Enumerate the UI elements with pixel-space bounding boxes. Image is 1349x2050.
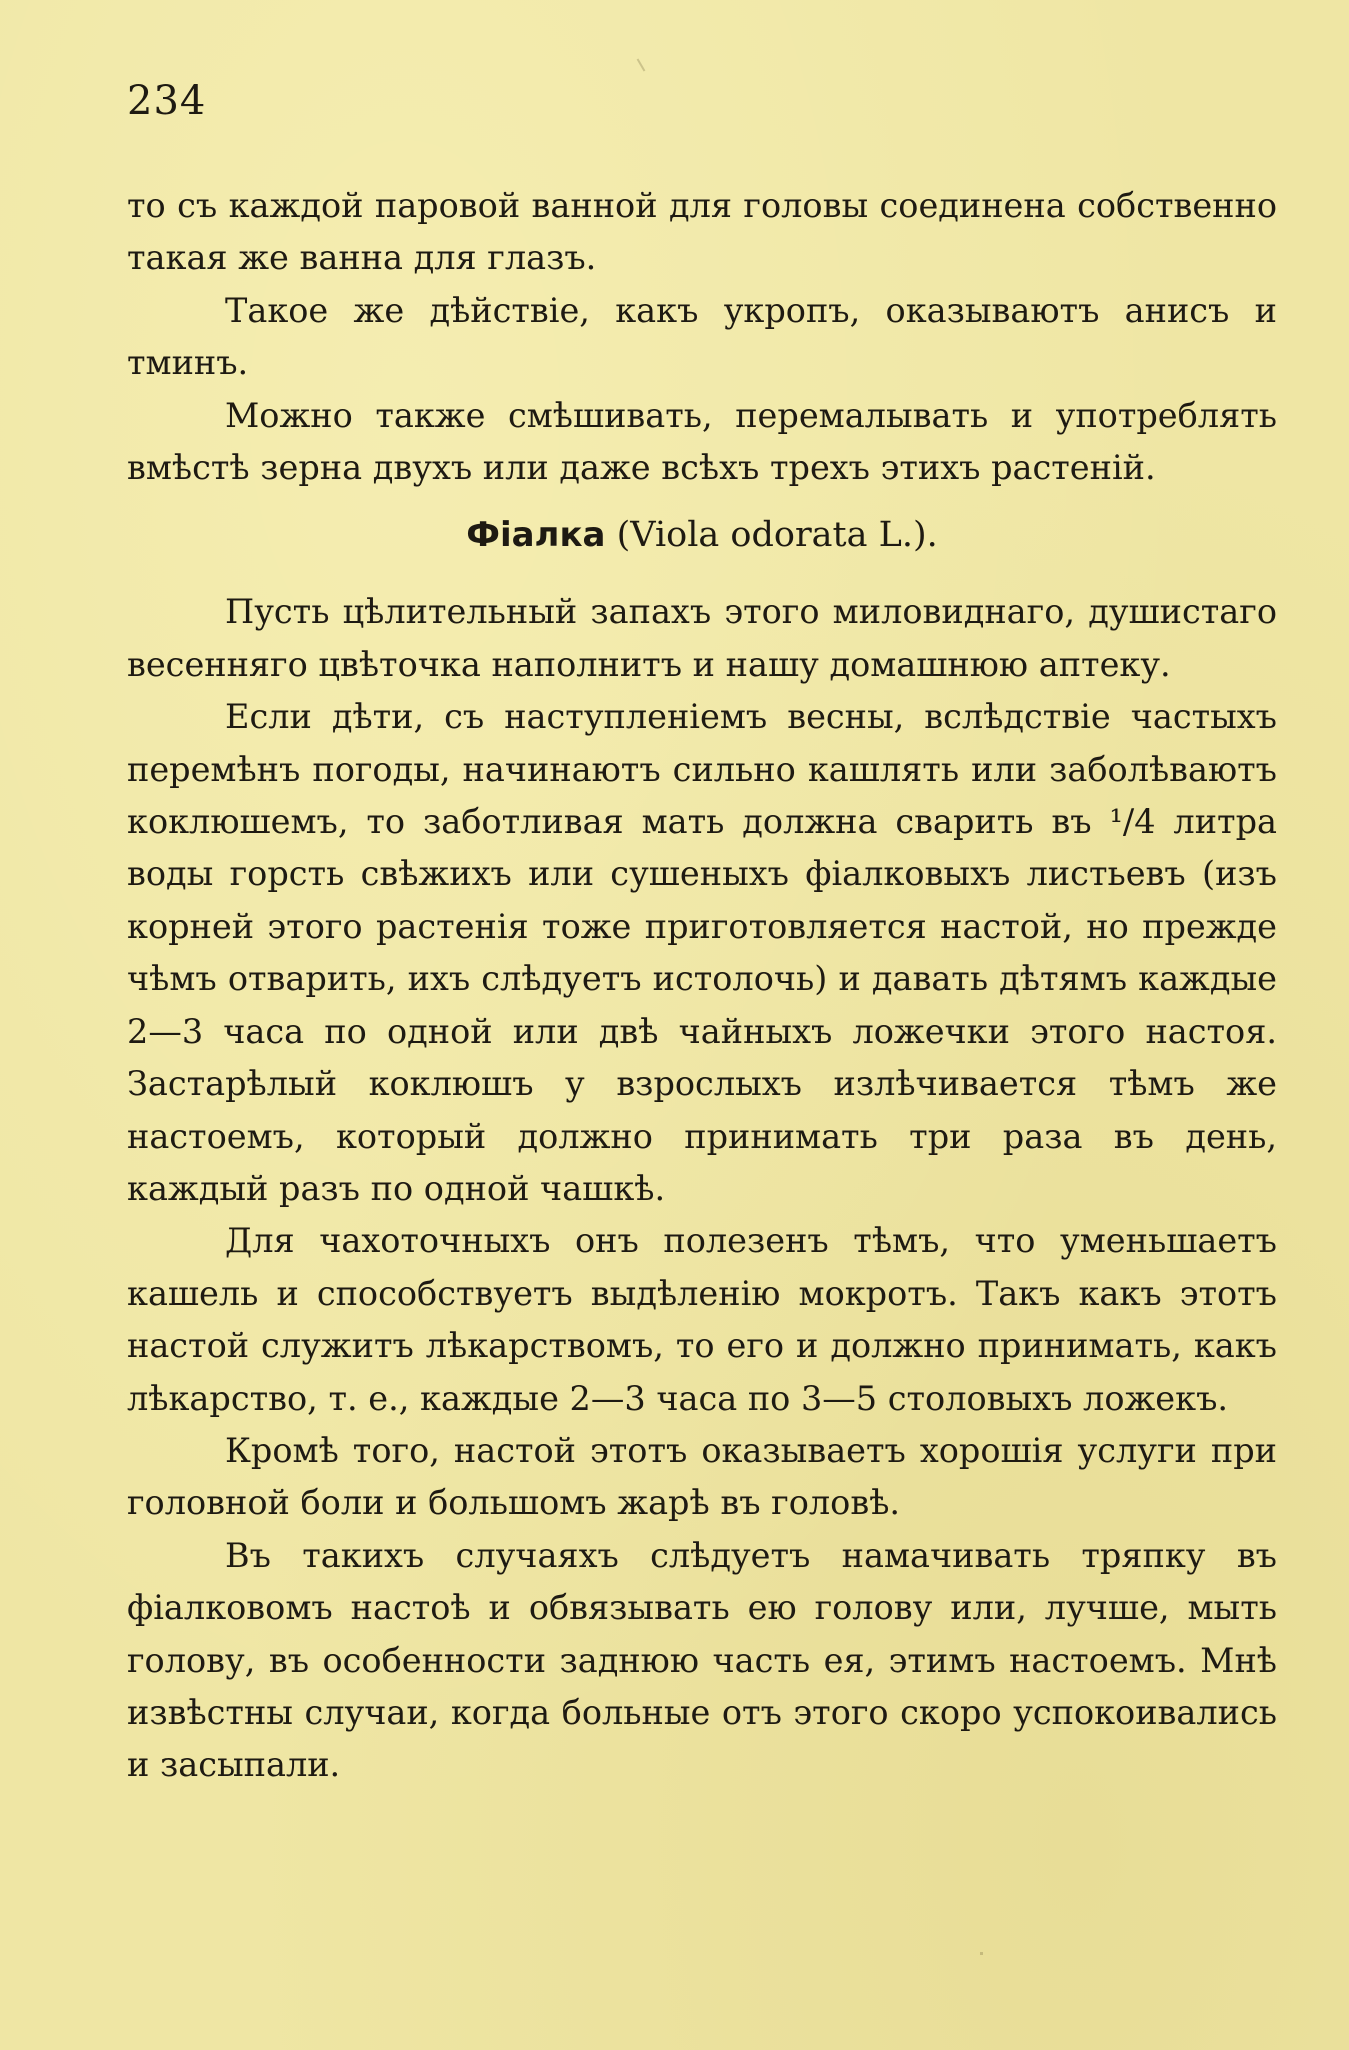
print-speck bbox=[980, 1952, 983, 1955]
paragraph: Такое же дѣйствіе, какъ укропъ, оказываютъ анисъ и тминъ. bbox=[127, 290, 1277, 383]
page-number: 234 bbox=[127, 78, 207, 124]
paragraph: то съ каждой паровой ванной для головы соединена собственно такая же ванна для глазъ. bbox=[127, 186, 1277, 278]
paragraph: Если дѣти, съ наступленіемъ весны, вслѣдствіе частыхъ перемѣнъ погоды, начинаютъ сильно кашлять или заболѣваютъ коклюшемъ, то заботливая мать должна сварить въ ¹/4 литра воды горсть свѣжихъ или сушеныхъ фіалковыхъ листьевъ (изъ корней этого растенія тоже приготовляется настой, но прежде чѣмъ отварить, ихъ слѣдуетъ истолочь) и давать дѣтямъ каждые 2—3 часа по одной или двѣ чайныхъ ложечки этого настоя. Застарѣлый коклюшъ у взрослыхъ излѣчивается тѣмъ же настоемъ, который должно принимать три раза въ день, каждый разъ по одной чашкѣ. bbox=[127, 697, 1277, 1208]
paragraph: Для чахоточныхъ онъ полезенъ тѣмъ, что уменьшаетъ кашель и способствуетъ выдѣленію мокротъ. Такъ какъ этотъ настой служитъ лѣкарствомъ, то его и должно принимать, какъ лѣкарство, т. е., каждые 2—3 часа по 3—5 столовыхъ ложекъ. bbox=[127, 1221, 1277, 1418]
page-body bbox=[127, 180, 1277, 1792]
paragraph: Можно также смѣшивать, перемалывать и употреблять вмѣстѣ зерна двухъ или даже всѣхъ трехъ этихъ растеній. bbox=[127, 395, 1277, 488]
paragraph: Пусть цѣлительный запахъ этого миловиднаго, душистаго весенняго цвѣточка наполнитъ и нашу домашнюю аптеку. bbox=[127, 592, 1277, 684]
paragraph: Въ такихъ случаяхъ слѣдуетъ намачивать тряпку въ фіалковомъ настоѣ и обвязывать ею голову или, лучше, мыть голову, въ особенности заднюю часть ея, этимъ настоемъ. Мнѣ извѣстны случаи, когда больные отъ этого скоро успокоивались и засыпали. bbox=[127, 1535, 1277, 1785]
paragraph: Кромѣ того, настой этотъ оказываетъ хорошія услуги при головной боли и большомъ жарѣ въ головѣ. bbox=[127, 1430, 1277, 1523]
section-heading bbox=[127, 510, 1277, 560]
section-heading-word: Фіалка bbox=[466, 515, 606, 556]
section-heading-latin: (Viola odorata L.). bbox=[616, 515, 938, 556]
print-speck bbox=[637, 58, 646, 71]
